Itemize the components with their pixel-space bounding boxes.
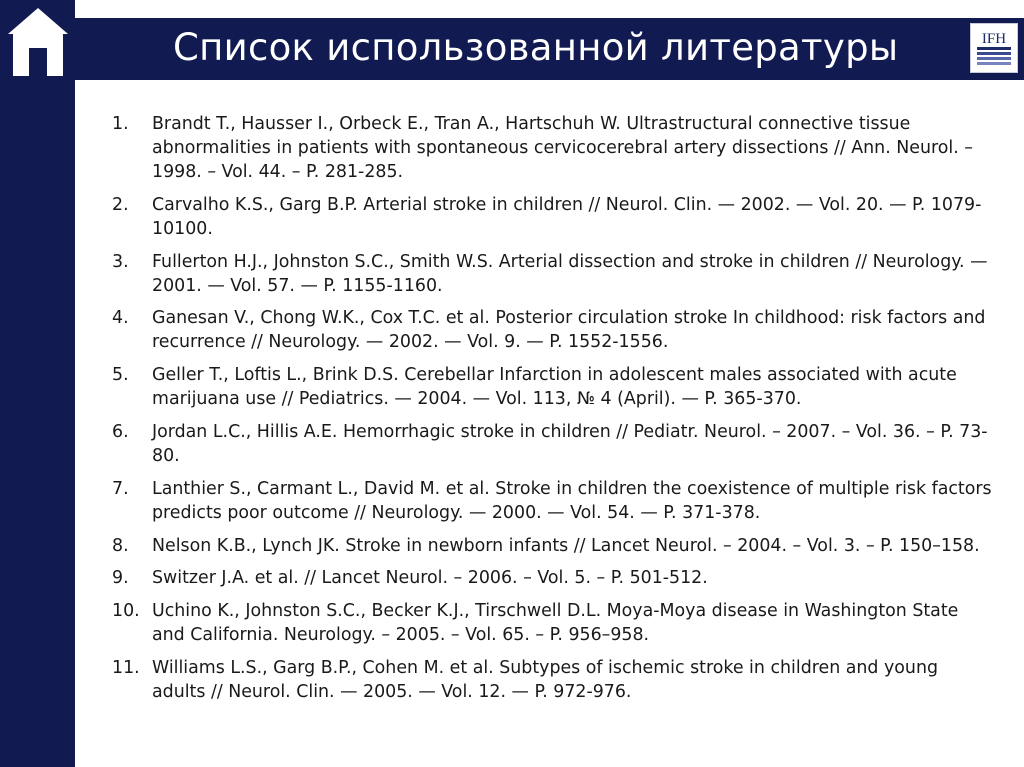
reference-text: Geller T., Loftis L., Brink D.S. Cerebellar Infarction in adolescent males associated with acute marijuana use // Pediatrics. — 2004. — Vol. 113, № 4 (April). — P. 365-370.	[152, 365, 957, 410]
reference-item	[112, 599, 992, 647]
reference-number: 9.	[112, 568, 129, 589]
ifh-logo	[970, 23, 1018, 73]
reference-item	[112, 250, 992, 298]
reference-item	[112, 363, 992, 411]
reference-item	[112, 656, 992, 704]
reference-item	[112, 112, 992, 184]
reference-text: Brandt T., Hausser I., Orbeck E., Tran A., Hartschuh W. Ultrastructural connective tissue abnormalities in patients with spontaneous cervicocerebral artery dissections // Ann. Neurol. – 1998. – Vol. 44. – P. 281-285.	[152, 114, 973, 182]
reference-text: Williams L.S., Garg B.P., Cohen M. et al. Subtypes of ischemic stroke in children and young adults // Neurol. Clin. — 2005. — Vol. 12. — P. 972-976.	[152, 657, 939, 702]
logo-text: IFH	[981, 31, 1007, 47]
reference-item	[112, 420, 992, 468]
reference-item	[112, 566, 992, 590]
home-icon[interactable]	[8, 6, 68, 76]
reference-number: 1.	[112, 114, 129, 134]
reference-number: 5.	[112, 365, 129, 386]
reference-text: Jordan L.C., Hillis A.E. Hemorrhagic stroke in children // Pediatr. Neurol. – 2007. – Vol. 36. – P. 73-80.	[152, 421, 988, 466]
left-sidebar-bar	[0, 0, 75, 767]
reference-text: Fullerton H.J., Johnston S.C., Smith W.S. Arterial dissection and stroke in children // Neurology. — 2001. — Vol. 57. — P. 1155-1160.	[152, 251, 988, 296]
reference-number: 3.	[112, 251, 129, 272]
reference-text: Lanthier S., Carmant L., David M. et al. Stroke in children the coexistence of multiple risk factors predicts poor outcome // Neurology. — 2000. — Vol. 54. — P. 371-378.	[152, 478, 992, 523]
reference-item	[112, 534, 992, 558]
reference-number: 2.	[112, 194, 129, 215]
reference-number: 4.	[112, 308, 129, 329]
reference-text: Switzer J.A. et al. // Lancet Neurol. – 2006. – Vol. 5. – P. 501-512.	[152, 568, 708, 589]
reference-number: 8.	[112, 535, 129, 556]
reference-item	[112, 193, 992, 241]
reference-number: 10.	[112, 601, 140, 622]
reference-text: Nelson K.B., Lynch JK. Stroke in newborn infants // Lancet Neurol. – 2004. – Vol. 3. – P. 150–158.	[152, 535, 980, 556]
reference-item	[112, 306, 992, 354]
slide-title: Список использованной литературы	[173, 26, 899, 69]
reference-list	[112, 112, 992, 713]
title-bar	[75, 18, 1024, 80]
reference-item	[112, 477, 992, 525]
reference-number: 11.	[112, 657, 140, 678]
reference-number: 6.	[112, 421, 129, 442]
reference-text: Ganesan V., Chong W.K., Cox T.C. et al. Posterior circulation stroke In childhood: risk factors and recurrence // Neurology. — 2002. — Vol. 9. — P. 1552-1556.	[152, 308, 986, 353]
reference-text: Carvalho K.S., Garg B.P. Arterial stroke in children // Neurol. Clin. — 2002. — Vol. 20. — P. 1079-10100.	[152, 194, 982, 239]
reference-number: 7.	[112, 478, 129, 499]
reference-text: Uchino K., Johnston S.C., Becker K.J., Tirschwell D.L. Moya-Moya disease in Washington State and California. Neurology. – 2005. – Vol. 65. – P. 956–958.	[152, 601, 959, 646]
